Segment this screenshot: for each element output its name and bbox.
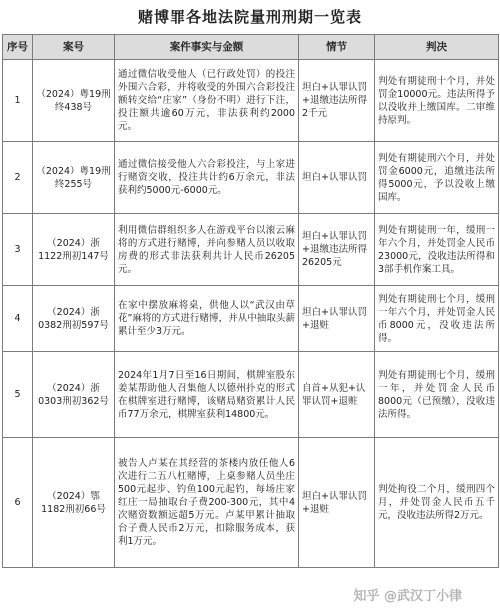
case-facts: 通过微信收受他人（已行政处罚）的投注外围六合彩，并将收受的外围六合彩投注额转交给“庄家”（身份不明）进行下注，投注额共逾60万元，非法获利约2000元。: [115, 60, 299, 142]
header-facts: 案件事实与金额: [115, 35, 299, 60]
sentencing-table: [2, 34, 499, 568]
row-index: 3: [3, 214, 33, 286]
case-facts: 利用微信群组织多人在游戏平台以滚云麻将的方式进行赌博，并向参赌人员以收取房费的形式非法获利共计人民币26205元。: [115, 214, 299, 286]
zhihu-watermark: 知乎 @武汉丁小律: [353, 589, 462, 604]
header-case-number: 案号: [33, 35, 115, 60]
case-number: （2024）浙0382刑初597号: [33, 286, 115, 352]
table-row: [3, 352, 499, 438]
row-index: 4: [3, 286, 33, 352]
case-facts: 通过微信接受他人六合彩投注，与上家进行赌资交收，投注共计约6万余元，非法获利约5000元-6000元。: [115, 142, 299, 214]
case-verdict: 判处有期徒刑十个月，并处罚金10000元。违法所得予以没收并上缴国库。二审维持原判。: [375, 60, 499, 142]
case-circumstances: 自首+从犯+认罪认罚+退赃: [299, 352, 375, 438]
header-index: 序号: [3, 35, 33, 60]
table-header-row: [3, 35, 499, 60]
case-circumstances: 坦白+认罪认罚+退缴违法所得2千元: [299, 60, 375, 142]
case-number: （2024）浙1122刑初147号: [33, 214, 115, 286]
case-number: （2024）粤19刑终255号: [33, 142, 115, 214]
table-row: [3, 214, 499, 286]
table-row: [3, 286, 499, 352]
page-title: 赌博罪各地法院量刑刑期一览表: [137, 8, 362, 26]
row-index: 5: [3, 352, 33, 438]
case-circumstances: 坦白+认罪认罚+退赃: [299, 438, 375, 568]
case-facts: 2024年1月7日至16日期间，棋牌室股东姜某帮助他人召集他人以德州扑克的形式在棋牌室进行赌博，该赌局赌资累计人民币77万余元，棋牌室获利14800元。: [115, 352, 299, 438]
table-row: [3, 60, 499, 142]
case-facts: 被告人卢某在其经营的茶楼内放任他人6次进行二五八杠赌博，上桌参赌人员坐庄500元起步、钓鱼100元起钓，每场庄家红庄一局抽取台子费200-300元，其中4次赌资数额远超5万元。卢某甲累计抽取台子费人民币2万元，扣除服务成本，获利1万元。: [115, 438, 299, 568]
table-row: [3, 142, 499, 214]
table-row: [3, 438, 499, 568]
case-number: （2024）粤19刑终438号: [33, 60, 115, 142]
row-index: 2: [3, 142, 33, 214]
case-verdict: 判处有期徒刑七个月，缓刑一年，并处罚金人民币8000元（已预缴），没收违法所得。: [375, 352, 499, 438]
header-circumstances: 情节: [299, 35, 375, 60]
case-circumstances: 坦白+认罪认罚+退赃: [299, 286, 375, 352]
case-verdict: 判处有期徒刑七个月，缓刑一年六个月，并处罚金人民币8000元，没收违法所得。: [375, 286, 499, 352]
header-verdict: 判决: [375, 35, 499, 60]
case-circumstances: 坦白+认罪认罚+退缴违法所得26205元: [299, 214, 375, 286]
row-index: 6: [3, 438, 33, 568]
case-number: （2024）鄂1182刑初66号: [33, 438, 115, 568]
case-verdict: 判处有期徒刑一年，缓刑一年六个月，并处罚金人民币23000元，没收违法所得和3部手机作案工具。: [375, 214, 499, 286]
case-circumstances: 坦白+认罪认罚: [299, 142, 375, 214]
row-index: 1: [3, 60, 33, 142]
case-number: （2024）浙0303刑初362号: [33, 352, 115, 438]
case-facts: 在家中摆放麻将桌，供他人以“武汉由草花”麻将的方式进行赌博，并从中抽取头薪累计至少3万元。: [115, 286, 299, 352]
case-verdict: 判处拘役二个月，缓刑四个月，并处罚金人民币五千元，没收违法所得2万元。: [375, 438, 499, 568]
case-verdict: 判处有期徒刑六个月，并处罚金6000元，追缴违法所得5000元，予以没收上缴国库。: [375, 142, 499, 214]
